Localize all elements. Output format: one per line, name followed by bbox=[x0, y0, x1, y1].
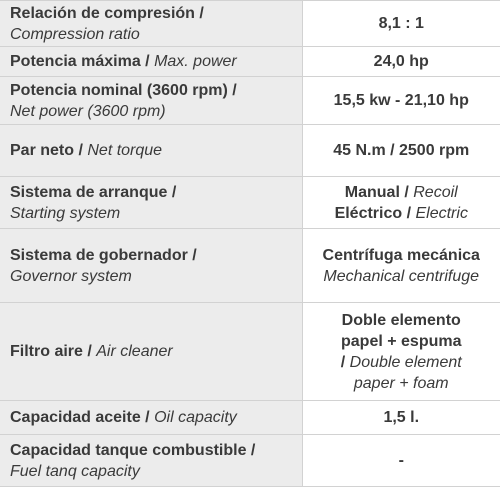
spec-row-compression-ratio bbox=[0, 1, 500, 47]
cell-text: Capacidad aceite / bbox=[10, 409, 155, 426]
cell-text: Compression ratio bbox=[10, 25, 140, 43]
cell-line bbox=[303, 266, 500, 287]
cell-text: 24,0 hp bbox=[373, 53, 429, 70]
cell-line bbox=[10, 101, 298, 122]
spec-value bbox=[302, 303, 500, 401]
spec-value bbox=[302, 125, 500, 177]
cell-text: Double element bbox=[349, 353, 462, 371]
spec-value bbox=[302, 229, 500, 303]
cell-text: Potencia nominal (3600 rpm) / bbox=[10, 81, 237, 99]
spec-label bbox=[0, 125, 302, 177]
cell-text: Starting system bbox=[10, 204, 121, 222]
spec-label bbox=[0, 401, 302, 435]
spec-label bbox=[0, 435, 302, 487]
cell-text: papel + espuma bbox=[341, 332, 462, 350]
cell-line bbox=[10, 461, 298, 482]
spec-row-governor-system bbox=[0, 229, 500, 303]
spec-label bbox=[0, 229, 302, 303]
cell-text: / bbox=[340, 353, 350, 371]
cell-line bbox=[10, 80, 298, 101]
cell-line bbox=[303, 51, 500, 72]
spec-label bbox=[0, 1, 302, 47]
cell-line bbox=[303, 140, 500, 161]
cell-line bbox=[303, 90, 500, 111]
cell-text: Doble elemento bbox=[341, 311, 461, 329]
spec-value bbox=[302, 435, 500, 487]
cell-line bbox=[10, 140, 298, 161]
spec-value bbox=[302, 1, 500, 47]
cell-line bbox=[303, 352, 500, 373]
cell-text: Oil capacity bbox=[154, 409, 237, 426]
spec-label bbox=[0, 47, 302, 77]
spec-value bbox=[302, 177, 500, 229]
cell-line bbox=[10, 24, 298, 45]
cell-text: Eléctrico / bbox=[334, 204, 416, 222]
spec-row-max-power bbox=[0, 47, 500, 77]
cell-text: 8,1 : 1 bbox=[378, 15, 424, 32]
cell-text: Capacidad tanque combustible / bbox=[10, 441, 256, 459]
cell-line bbox=[10, 341, 298, 362]
cell-text: Relación de compresión / bbox=[10, 4, 204, 22]
cell-line bbox=[303, 203, 500, 224]
cell-text: Par neto / bbox=[10, 142, 88, 159]
cell-line bbox=[303, 331, 500, 352]
cell-text: Manual / bbox=[344, 183, 414, 201]
cell-text: 1,5 l. bbox=[383, 409, 420, 426]
cell-line bbox=[303, 373, 500, 394]
cell-text: 45 N.m / 2500 rpm bbox=[333, 142, 470, 159]
cell-text: Filtro aire / bbox=[10, 343, 97, 360]
cell-line bbox=[10, 407, 298, 428]
cell-text: Air cleaner bbox=[96, 343, 173, 360]
cell-text: Sistema de gobernador / bbox=[10, 246, 197, 264]
cell-text: Mechanical centrifuge bbox=[323, 267, 480, 285]
spec-row-net-power bbox=[0, 77, 500, 125]
spec-row-oil-capacity bbox=[0, 401, 500, 435]
cell-text: Net power (3600 rpm) bbox=[10, 102, 166, 120]
cell-text: Electric bbox=[415, 204, 468, 222]
spec-label bbox=[0, 77, 302, 125]
spec-row-fuel-tank-capacity bbox=[0, 435, 500, 487]
cell-text: Fuel tanq capacity bbox=[10, 462, 140, 480]
cell-text: Recoil bbox=[413, 183, 458, 201]
cell-text: Sistema de arranque / bbox=[10, 183, 177, 201]
cell-line bbox=[303, 182, 500, 203]
cell-text: Centrífuga mecánica bbox=[322, 246, 480, 264]
cell-text: - bbox=[398, 452, 404, 469]
cell-line bbox=[303, 310, 500, 331]
cell-text: Net torque bbox=[87, 142, 163, 159]
spec-label bbox=[0, 177, 302, 229]
cell-line bbox=[303, 407, 500, 428]
cell-text: Governor system bbox=[10, 267, 132, 285]
cell-line bbox=[303, 245, 500, 266]
cell-line bbox=[10, 3, 298, 24]
spec-value bbox=[302, 401, 500, 435]
spec-row-net-torque bbox=[0, 125, 500, 177]
cell-text: 15,5 kw - 21,10 hp bbox=[333, 92, 469, 109]
cell-line bbox=[303, 450, 500, 471]
cell-line bbox=[10, 51, 298, 72]
cell-text: Potencia máxima / bbox=[10, 53, 155, 70]
spec-value bbox=[302, 47, 500, 77]
cell-line bbox=[10, 440, 298, 461]
cell-line bbox=[10, 182, 298, 203]
cell-line bbox=[10, 245, 298, 266]
spec-row-air-cleaner bbox=[0, 303, 500, 401]
spec-row-starting-system bbox=[0, 177, 500, 229]
cell-text: Max. power bbox=[154, 53, 237, 70]
cell-line bbox=[10, 266, 298, 287]
cell-line bbox=[303, 13, 500, 34]
spec-table-body bbox=[0, 1, 500, 487]
spec-label bbox=[0, 303, 302, 401]
spec-value bbox=[302, 77, 500, 125]
cell-text: paper + foam bbox=[353, 374, 449, 392]
cell-line bbox=[10, 203, 298, 224]
